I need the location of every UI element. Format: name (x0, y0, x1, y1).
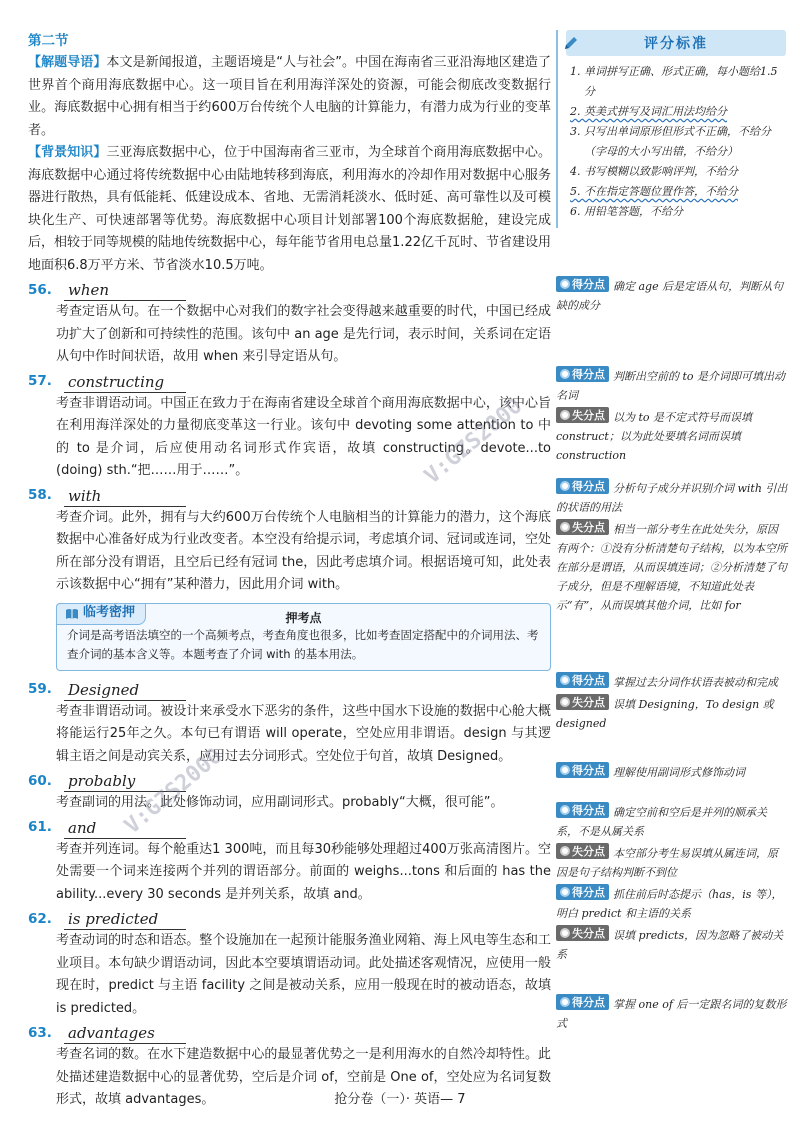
score-point-badge: 得分点 (556, 366, 609, 382)
lose-point-text: 误填 predicts，因为忽略了被动关系 (556, 929, 784, 961)
background-text: 三亚海底数据中心，位于中国海南省三亚市，为全球首个商用海底数据中心。海底数据中心通过将传统数据中心由陆地转移到海底，利用海水的冷却作用对数据中心服务器进行散热，具有低能耗、低建设成本、省地、无需消耗淡水、低时延、高可靠性以及可模块化生产、可快速部署等优势。海底数据中心项目计划部署100个海底数据舱，建设完成后，相较于同等规模的陆地传统数据中心，每年能节省用电总量1.22亿千瓦时、节省建设用地面积6.8万平方米、节省淡水10.5万吨。 (28, 145, 551, 273)
score-point-badge: 得分点 (556, 672, 609, 688)
guide-text: 本文是新闻报道，主题语境是“人与社会”。中国在海南省三亚沿海地区建造了世界首个商用海底数据中心。这一项目旨在利用海洋深处的资源，可能会彻底改变数据行业。海底数据中心拥有相当于约600万台传统个人电脑的计算能力，有潜力成为行业的变革者。 (28, 55, 551, 138)
question-number: 63. (28, 1024, 52, 1041)
background-tag: 【背景知识】 (28, 145, 107, 160)
scoring-item: 2. 英美式拼写及词汇用法均给分 (570, 105, 727, 118)
target-icon (560, 846, 570, 856)
scoring-header: 评分标准 (566, 30, 786, 56)
lose-point-badge: 失分点 (556, 519, 609, 535)
score-point-text: 理解使用副词形式修饰动词 (613, 766, 745, 779)
answer: is predicted (64, 909, 186, 930)
scoring-item: 5. 不在指定答题位置作答，不给分 (570, 185, 738, 198)
explanation: 考查副词的用法。此处修饰动词，应用副词形式。probably“大概，很可能”。 (56, 795, 504, 810)
question-59 (28, 679, 551, 769)
note-57 (556, 366, 788, 467)
score-point-badge: 得分点 (556, 762, 609, 778)
target-icon (560, 697, 570, 707)
target-icon (560, 928, 570, 938)
question-60 (28, 770, 551, 815)
question-number: 57. (28, 373, 52, 389)
question-number: 59. (28, 681, 52, 697)
page-footer: 抢分卷（一）· 英语— 7 (334, 1092, 466, 1107)
score-point-text: 确定空前和空后是并列的顺承关系，不是从属关系 (556, 806, 767, 838)
background-paragraph (28, 142, 551, 277)
note-60 (556, 762, 788, 784)
target-icon (560, 675, 570, 685)
explanation: 考查非谓语动词。中国正在致力于在海南省建设全球首个商用海底数据中心，该中心旨在利用海洋深处的力量彻底变革这一行业。该句中 devoting some attention to 中的 to 是介词，后应使用动名词形式作宾语，故填 constructing。devote...to (doing) sth.“把……用于……”。 (56, 395, 551, 478)
answer: when (64, 280, 186, 301)
score-point-text: 掌握 one of 后一定跟名词的复数形式 (556, 998, 787, 1030)
lose-point-text: 本空部分考生易误填从属连词，原因是句子结构判断不到位 (556, 847, 778, 879)
answer: constructing (64, 372, 186, 393)
score-point-badge: 得分点 (556, 478, 609, 494)
score-point-badge: 得分点 (556, 884, 609, 900)
pencil-icon (562, 34, 580, 52)
target-icon (560, 522, 570, 532)
tips-label: 临考密押 (56, 603, 146, 625)
note-63 (556, 994, 788, 1035)
lose-point-badge: 失分点 (556, 843, 609, 859)
guide-paragraph (28, 52, 551, 142)
question-number: 61. (28, 819, 52, 835)
score-point-badge: 得分点 (556, 994, 609, 1010)
answer: advantages (64, 1023, 186, 1044)
note-61 (556, 802, 788, 884)
note-62 (556, 884, 788, 966)
watermark: V:GZS2000 (120, 743, 228, 840)
scoring-item: 1. 单词拼写正确、形式正确，每小题给1.5分 (570, 65, 778, 98)
explanation: 考查名词的数。在水下建造数据中心的最显著优势之一是利用海水的自然冷却特性。此处描述建造数据中心的显著优势，空后是介词 of，空前是 One of，空处应为名词复数形式，故填 advantages。 (56, 1047, 551, 1107)
explanation: 考查介词。此外，拥有与大约600万台传统个人电脑相当的计算能力的潜力，这个海底数据中心准备好成为行业改变者。本空没有给提示词，考虑填介词、冠词或连词，空处所在部分没有谓语，且空后已经有冠词 the，因此考虑填介词。根据语境可知，此处表示该数据中心“拥有”某种潜力，因此用介词 with。 (56, 509, 551, 592)
lose-point-badge: 失分点 (556, 694, 609, 710)
score-point-text: 确定 age 后是定语从句，判断从句缺的成分 (556, 280, 784, 312)
tips-box (56, 603, 551, 671)
target-icon (560, 481, 570, 491)
lose-point-badge: 失分点 (556, 925, 609, 941)
question-number: 62. (28, 910, 52, 927)
explanation: 考查并列连词。每个舱重达1 300吨，而且每30秒能够处理超过400万张高清图片。空处需要一个词来连接两个并列的谓语部分。前面的 weighs...tons 和后面的 has the ability...every 30 seconds 是并列关系，故填 and。 (56, 841, 551, 902)
score-point-badge: 得分点 (556, 802, 609, 818)
note-59 (556, 672, 788, 735)
question-61 (28, 817, 551, 907)
tips-text: 介词是高考语法填空的一个高频考点，考查角度也很多，比如考查固定搭配中的介词用法、考查介词的基本含义等。本题考查了介词 with 的基本用法。 (67, 627, 539, 661)
answer: and (64, 818, 186, 839)
lose-point-text: 误填 Designing，To design 或 designed (556, 698, 774, 730)
lose-point-badge: 失分点 (556, 407, 609, 423)
lose-point-text: 相当一部分考生在此处失分，原因有两个：①没有分析清楚句子结构，以为本空所在部分是谓语，从而误填连词；②分析清楚了句子成分，但是不理解语境，不知道此处表示“有”，从而误填其他介词，比如 for (556, 523, 787, 612)
explanation: 考查定语从句。在一个数据中心对我们的数字社会变得越来越重要的时代，中国已经成功扩大了创新和可持续性的范围。该句中 an age 是先行词，表示时间，关系词在定语从句中作时间状语，故用 when 来引导定语从句。 (56, 304, 551, 364)
scoring-item: 4. 书写模糊以致影响评判，不给分 (570, 165, 738, 178)
answer: with (64, 486, 186, 507)
question-number: 58. (28, 487, 52, 503)
score-point-text: 判断出空前的 to 是介词即可填出动名词 (556, 370, 786, 402)
target-icon (560, 279, 570, 289)
answer: Designed (64, 680, 186, 701)
target-icon (560, 765, 570, 775)
explanation: 考查非谓语动词。被设计来承受水下恶劣的条件，这些中国水下设施的数据中心舱大概将能运行25年之久。本句已有谓语 will operate，空处应用非谓语。design 与其逻辑主语之间是动宾关系，应用过去分词形式。空处位于句首，故填 Designed。 (56, 703, 551, 764)
question-number: 56. (28, 281, 52, 298)
explanation: 考查动词的时态和语态。整个设施加在一起预计能服务渔业网箱、海上风电等生态和工业项目。本句缺少谓语动词，因此本空要填谓语动词。此处描述客观情况，应使用一般现在时，predict 与主语 facility 之间是被动关系，应用一般现在时的被动语态，故填 is predicted。 (56, 933, 551, 1016)
scoring-panel (556, 30, 786, 228)
scoring-item: 6. 用铅笔答题，不给分 (570, 205, 683, 218)
question-56 (28, 279, 551, 369)
tips-title: 押考点 (285, 610, 322, 625)
main-column (28, 30, 551, 1112)
score-point-text: 分析句子成分并识别介词 with 引出的状语的用法 (556, 482, 788, 514)
score-point-text: 抓住前后时态提示（has，is 等），明白 predict 和主语的关系 (556, 888, 783, 920)
score-point-badge: 得分点 (556, 276, 609, 292)
section-title: 第二节 (28, 33, 69, 49)
answer: probably (64, 771, 186, 792)
scoring-list (570, 62, 786, 222)
note-58 (556, 478, 788, 617)
target-icon (560, 369, 570, 379)
question-number: 60. (28, 772, 52, 789)
target-icon (560, 997, 570, 1007)
scoring-item: 3. 只写出单词原形但形式不正确，不给分（字母的大小写出错，不给分） (570, 125, 771, 158)
lose-point-text: 以为 to 是不定式符号而误填 construct；以为此处要填名词而误填 construction (556, 411, 753, 462)
target-icon (560, 410, 570, 420)
target-icon (560, 805, 570, 815)
guide-tag: 【解题导语】 (28, 55, 107, 70)
note-56 (556, 276, 788, 317)
question-58 (28, 485, 551, 597)
score-point-text: 掌握过去分词作状语表被动和完成 (613, 676, 778, 689)
target-icon (560, 887, 570, 897)
question-62 (28, 908, 551, 1020)
watermark: V:GZS2000 (420, 393, 528, 490)
